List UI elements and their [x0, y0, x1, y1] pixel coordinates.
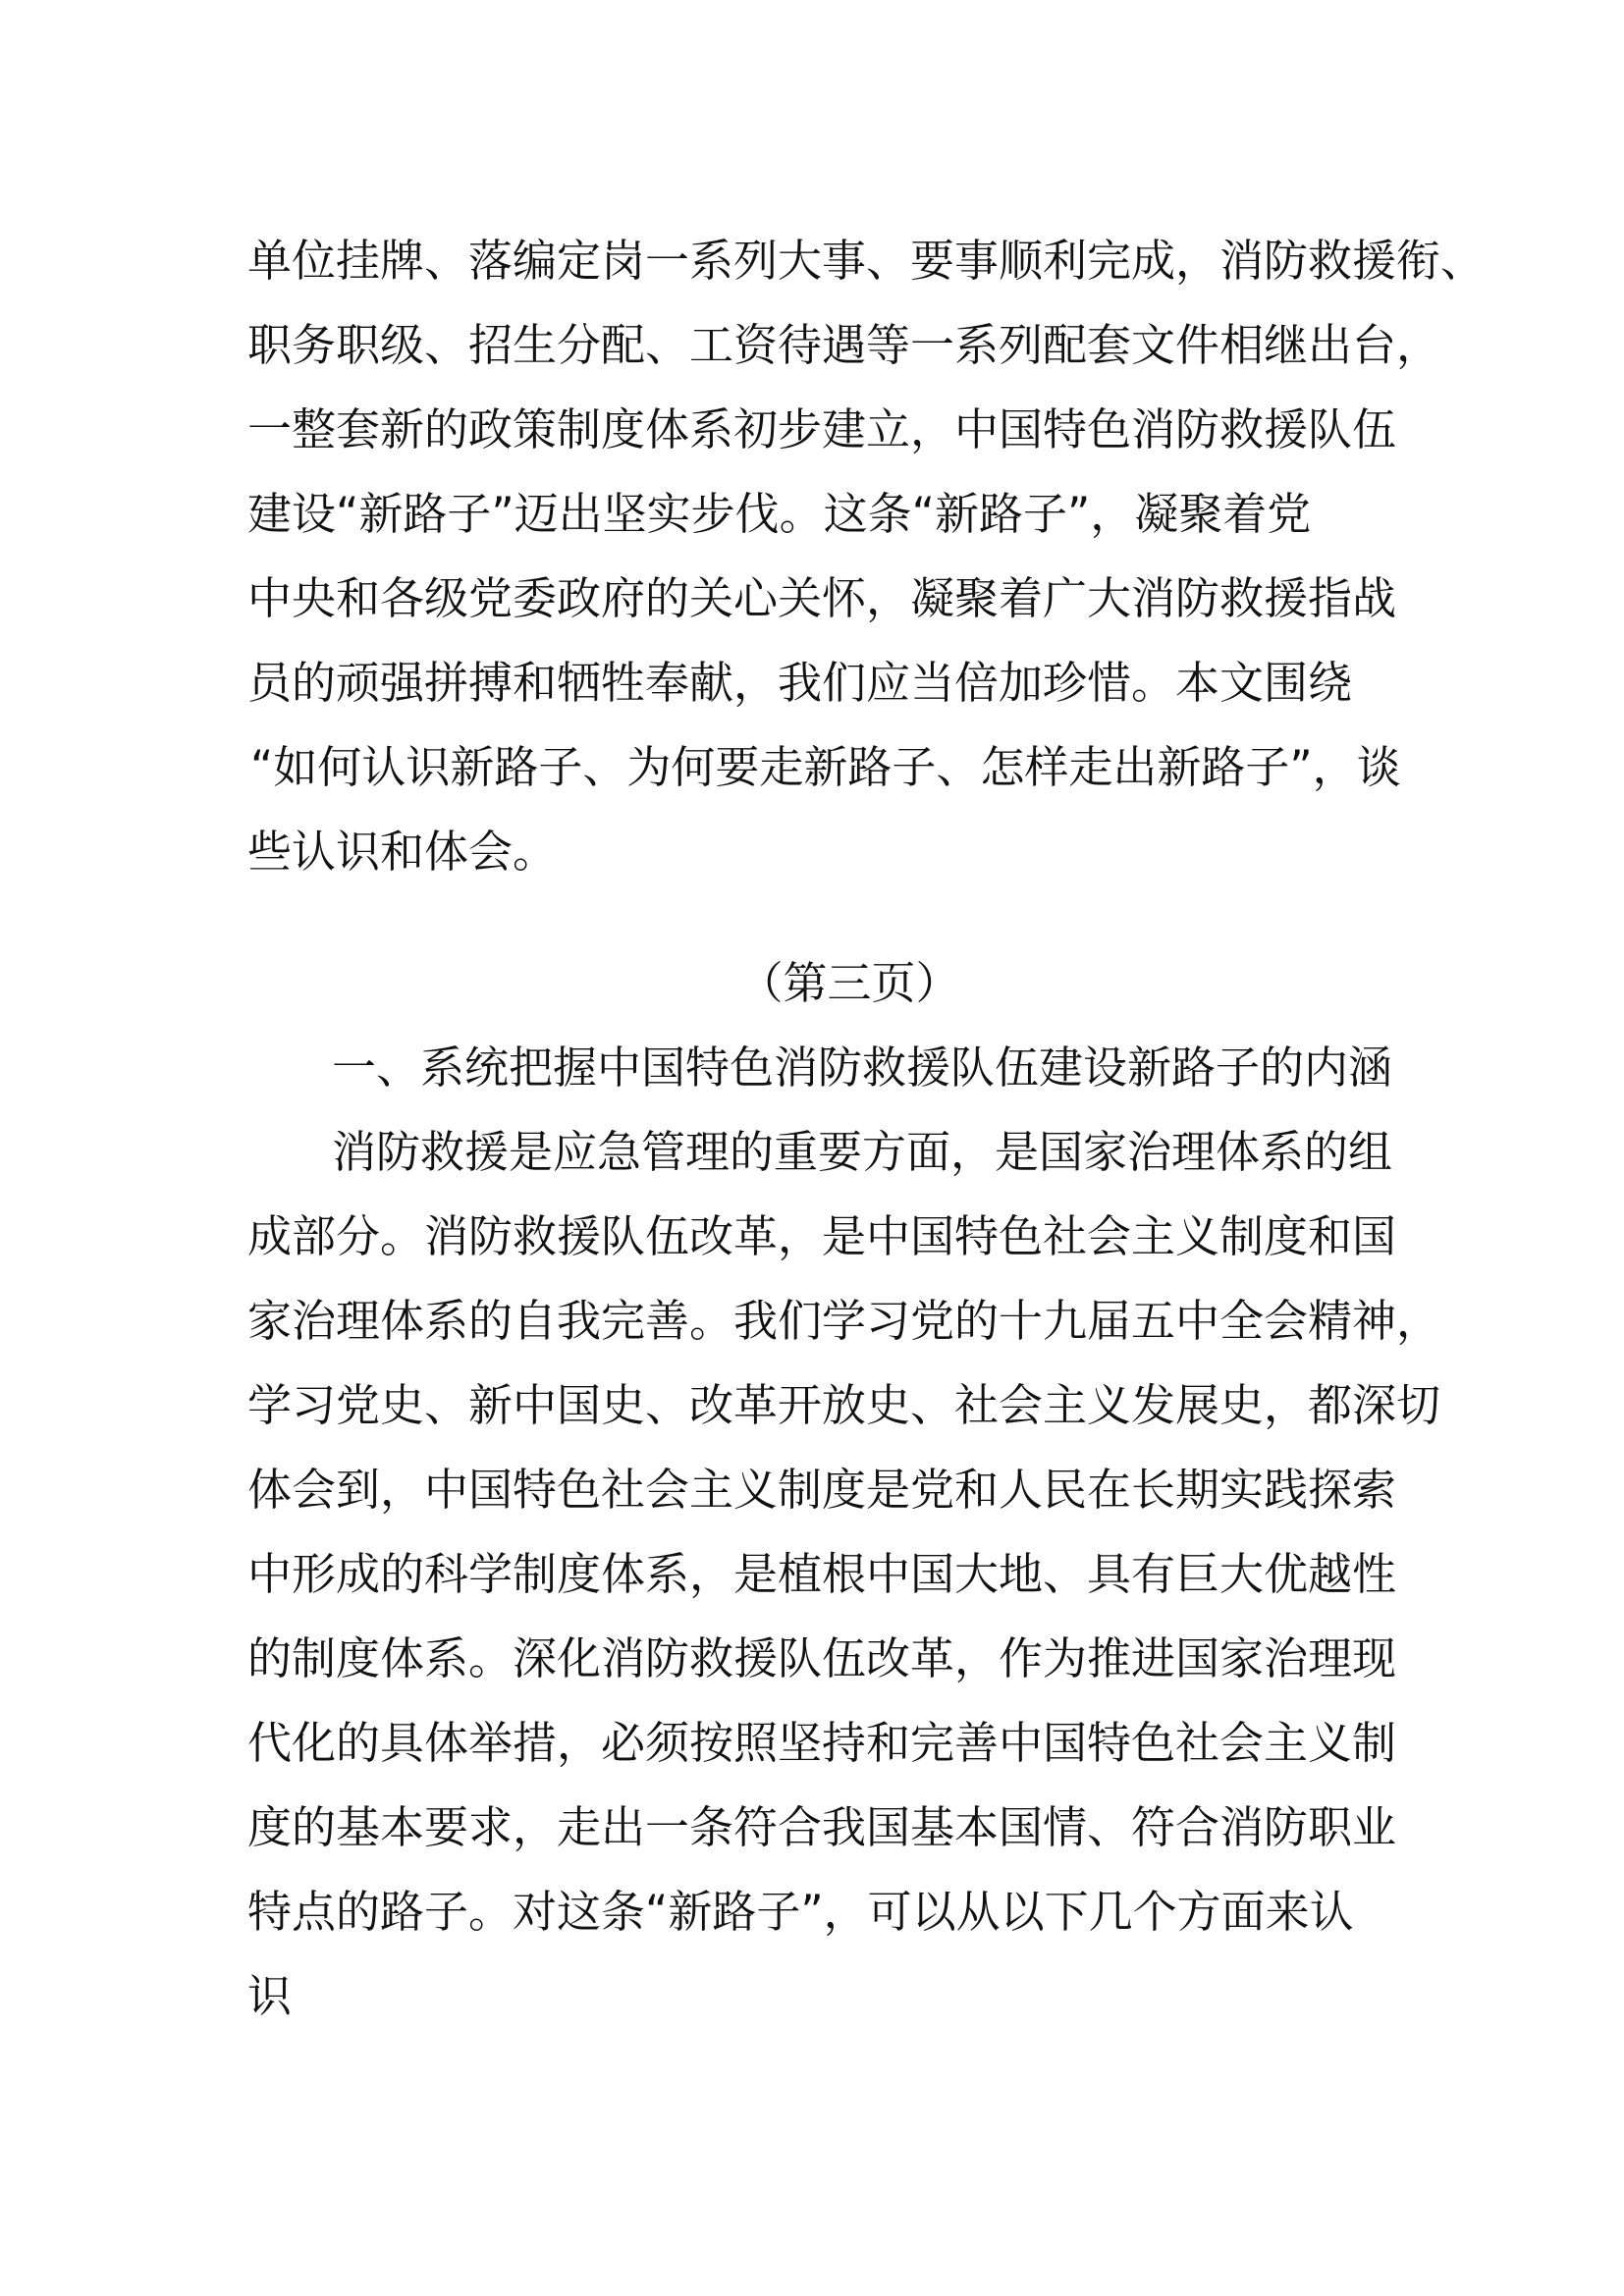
- para2-line-2: 成部分。消防救援队伍改革，是中国特色社会主义制度和国: [247, 1210, 1397, 1262]
- section-heading: 一、系统把握中国特色消防救援队伍建设新路子的内涵: [332, 1041, 1393, 1094]
- para2-line-7: 的制度体系。深化消防救援队伍改革，作为推进国家治理现: [247, 1632, 1397, 1684]
- para1-line-7: “如何认识新路子、为何要走新路子、怎样走出新路子”，谈: [250, 741, 1401, 793]
- para1-line-5: 中央和各级党委政府的关心关怀，凝聚着广大消防救援指战: [247, 572, 1397, 624]
- para1-line-6: 员的顽强拼搏和牺牲奉献，我们应当倍加珍惜。本文围绕: [247, 657, 1353, 709]
- para2-line-1: 消防救援是应急管理的重要方面，是国家治理体系的组: [332, 1126, 1393, 1178]
- para1-line-3: 一整套新的政策制度体系初步建立，中国特色消防救援队伍: [247, 403, 1397, 455]
- para2-line-4: 学习党史、新中国史、改革开放史、社会主义发展史，都深切: [247, 1379, 1441, 1431]
- para1-line-2: 职务职级、招生分配、工资待遇等一系列配套文件相继出台，: [247, 319, 1441, 371]
- para1-line-1: 单位挂牌、落编定岗一系列大事、要事顺利完成，消防救援衔、: [247, 235, 1486, 287]
- para2-line-5: 体会到，中国特色社会主义制度是党和人民在长期实践探索: [247, 1464, 1397, 1516]
- para2-line-8: 代化的具体举措，必须按照坚持和完善中国特色社会主义制: [247, 1717, 1397, 1769]
- para1-line-8: 些认识和体会。: [247, 826, 558, 878]
- page-marker: （第三页）: [738, 957, 960, 1009]
- para2-line-6: 中形成的科学制度体系，是植根中国大地、具有巨大优越性: [247, 1548, 1397, 1600]
- para2-line-9: 度的基本要求，走出一条符合我国基本国情、符合消防职业: [247, 1801, 1397, 1853]
- para2-line-11: 识: [247, 1970, 293, 2022]
- para1-line-4: 建设“新路子”迈出坚实步伐。这条“新路子”，凝聚着党: [247, 488, 1312, 540]
- para2-line-3: 家治理体系的自我完善。我们学习党的十九届五中全会精神，: [247, 1295, 1441, 1347]
- para2-line-10: 特点的路子。对这条“新路子”，可以从以下几个方面来认: [247, 1886, 1354, 1938]
